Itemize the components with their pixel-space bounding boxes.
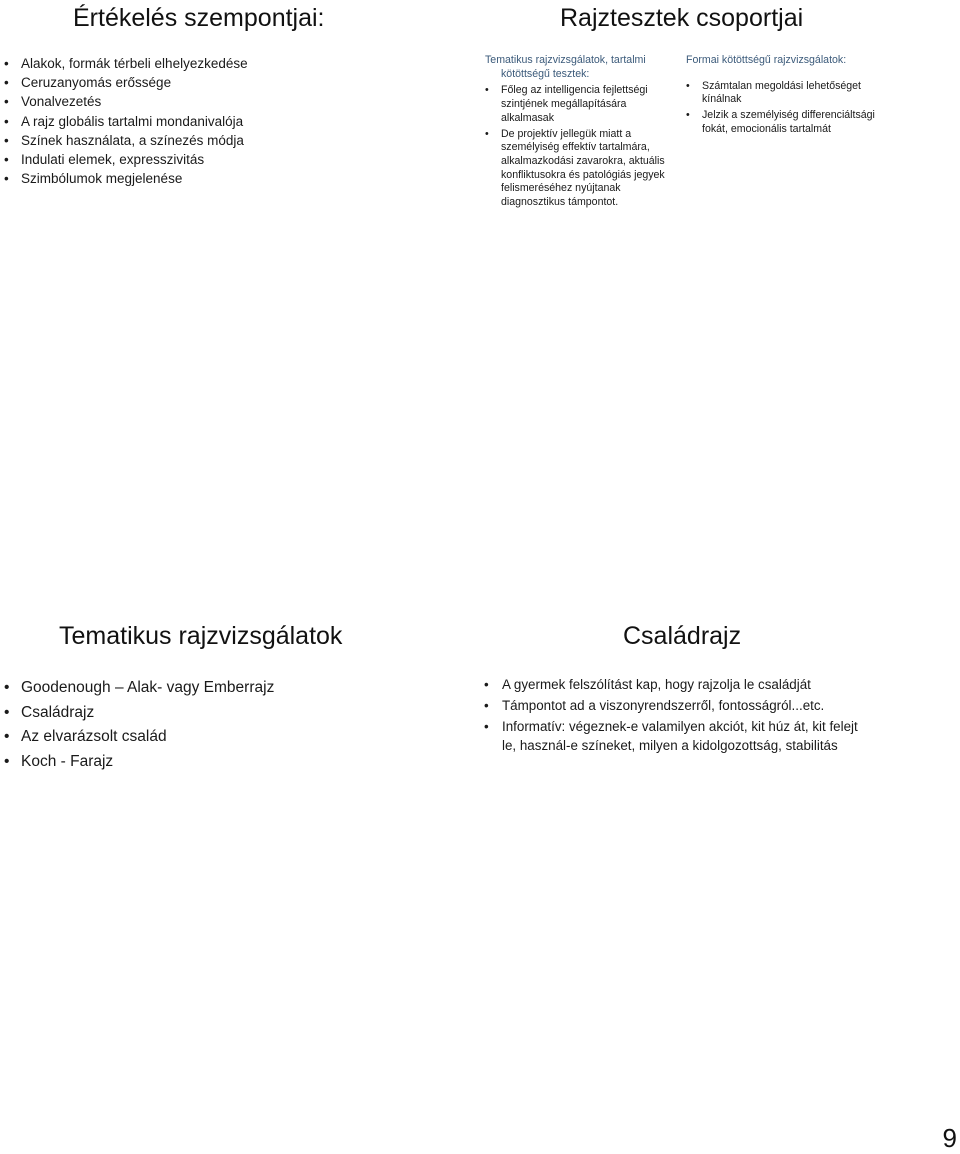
slide-title: Tematikus rajzvizsgálatok — [59, 622, 343, 650]
list-item: • Indulati elemek, expresszivitás — [4, 150, 474, 169]
slide-title: Családrajz — [623, 622, 742, 650]
list-item: • Családrajz — [4, 701, 474, 726]
column-heading — [485, 54, 675, 81]
formal-tests-list — [686, 80, 876, 137]
slide-title: Rajztesztek csoportjai — [560, 4, 804, 32]
list-item: • Ceruzanyomás erőssége — [4, 73, 474, 92]
list-item: • Főleg az intelligencia fejlettségi szintjének megállapítására alkalmasak — [485, 84, 675, 125]
page-number: 9 — [942, 1123, 957, 1153]
list-item: • Koch - Farajz — [4, 750, 474, 775]
slide-thematic-drawing-tests — [0, 610, 480, 810]
column-heading-line: Tematikus rajzvizsgálatok, tartalmi — [485, 54, 646, 66]
thematic-list — [4, 676, 474, 774]
list-item: • Goodenough – Alak- vagy Emberrajz — [4, 676, 474, 701]
list-item: • Alakok, formák térbeli elhelyezkedése — [4, 54, 474, 73]
thematic-tests-list — [485, 84, 675, 209]
slide-family-drawing — [480, 610, 960, 810]
list-item: • Számtalan megoldási lehetőséget kínálnak — [686, 80, 876, 107]
list-item: • De projektív jellegük miatt a személyiség effektív tartalmára, alkalmazkodási zavarokra, aktuális konfliktusokra és patológiás jegyek felismeréséhez nyújtanak diagnosztikus támpontot. — [485, 128, 675, 210]
slide-test-groups — [480, 0, 960, 230]
list-item: • A rajz globális tartalmi mondanivalója — [4, 112, 474, 131]
list-item: • Szimbólumok megjelenése — [4, 169, 474, 188]
list-item: • Jelzik a személyiség differenciáltsági fokát, emocionális tartalmát — [686, 109, 876, 136]
formal-tests-column — [686, 54, 876, 138]
list-item: • Informatív: végeznek-e valamilyen akciót, kit húz át, kit felejt le, használ-e színeket, milyen a kidolgozottság, stabilitás — [484, 718, 874, 754]
list-item: • Színek használata, a színezés módja — [4, 131, 474, 150]
column-heading: Formai kötöttségű rajzvizsgálatok: — [686, 54, 847, 66]
column-heading-line: kötöttségű tesztek: — [501, 67, 590, 80]
list-item: • Vonalvezetés — [4, 92, 474, 111]
family-list — [484, 676, 874, 758]
thematic-tests-column — [485, 54, 675, 211]
list-item: • Az elvarázsolt család — [4, 725, 474, 750]
list-item: • A gyermek felszólítást kap, hogy rajzolja le családját — [484, 676, 874, 694]
slide-evaluation-criteria — [0, 0, 480, 230]
slide-title: Értékelés szempontjai: — [73, 4, 325, 32]
list-item: • Támpontot ad a viszonyrendszerről, fontosságról...etc. — [484, 697, 874, 715]
criteria-list — [4, 54, 474, 188]
